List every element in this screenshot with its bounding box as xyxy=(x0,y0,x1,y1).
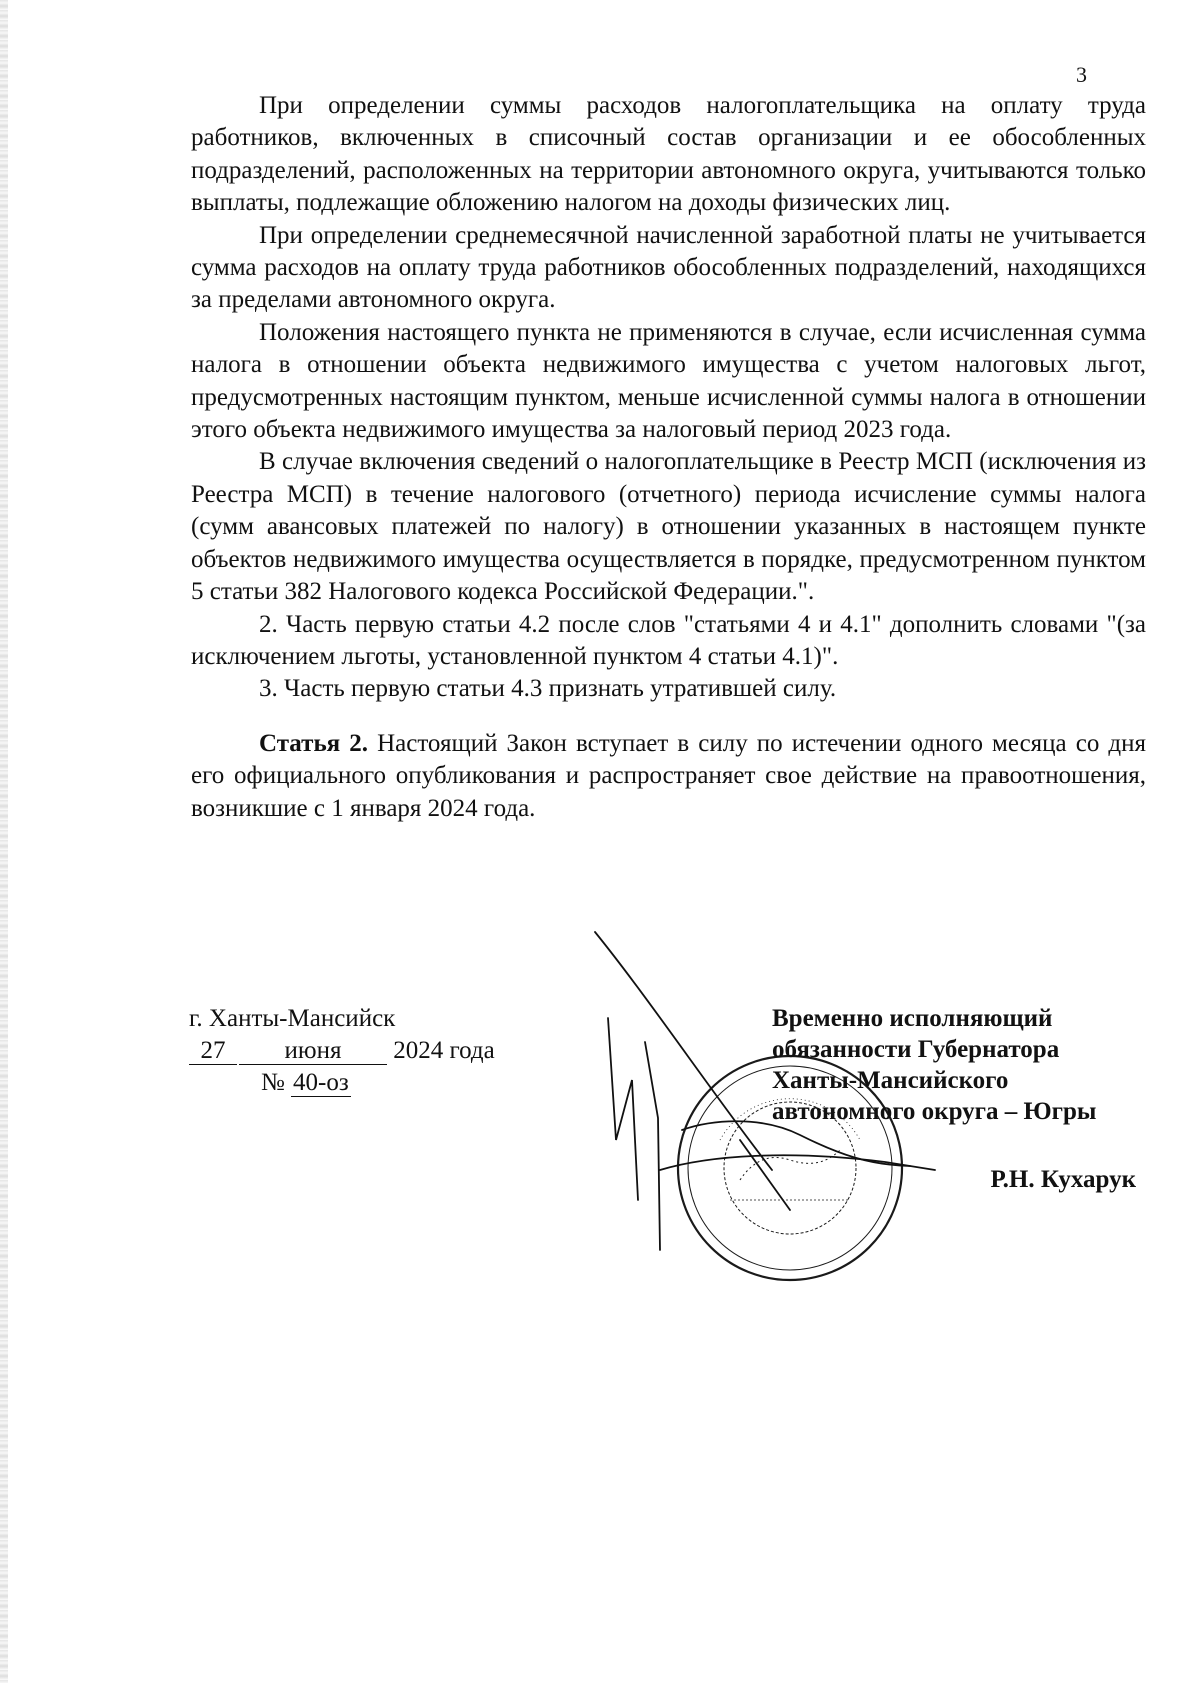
law-number: 40-оз xyxy=(291,1070,351,1097)
date-month: июня xyxy=(239,1038,387,1065)
signer-title-line: Ханты-Мансийского xyxy=(772,1067,1009,1094)
scan-edge-artifact xyxy=(0,0,8,1683)
paragraph: Положения настоящего пункта не применяются в случае, если исчисленная сумма налога в отношении объекта недвижимого имущества с учетом налоговых льгот, предусмотренных настоящим пунктом, меньше исчисленной суммы налога в отношении этого объекта недвижимого имущества за налоговый период 2023 года. xyxy=(191,318,1146,444)
signer-title-line: Временно исполняющий xyxy=(772,1005,1053,1032)
article-2-label: Статья 2. xyxy=(259,729,369,757)
article-2-text: Настоящий Закон вступает в силу по истечении одного месяца со дня его официального опубликования и распространяет свое действие на правоотношения, возникшие с 1 января 2024 года. xyxy=(191,729,1146,822)
paragraph: 2. Часть первую статьи 4.2 после слов "статьями 4 и 4.1" дополнить словами "(за исключением льготы, установленной пунктом 4 статьи 4.1)". xyxy=(191,610,1146,670)
date-line xyxy=(189,1035,495,1067)
signer-title-line: автономного округа – Югры xyxy=(772,1098,1097,1125)
paragraph: При определении суммы расходов налогоплательщика на оплату труда работников, включенных в списочный состав организации и ее обособленных подразделений, расположенных на территории автономного округа, учитываются только выплаты, подлежащие обложению налогом на доходы физических лиц. xyxy=(191,92,1146,217)
paragraph: При определении среднемесячной начисленной заработной платы не учитывается сумма расходов на оплату труда работников обособленных подразделений, находящихся за пределами автономного округа. xyxy=(191,221,1146,314)
law-number-label: № xyxy=(261,1069,285,1096)
signer-name: Р.Н. Кухарук xyxy=(990,1166,1136,1193)
paragraph: В случае включения сведений о налогоплательщике в Реестр МСП (исключения из Реестра МСП) в течение налогового (отчетного) периода исчисление суммы налога (сумм авансовых платежей по налогу) в отношении указанных в настоящем пункте объектов недвижимого имущества осуществляется в порядке, предусмотренном пунктом 5 статьи 382 Налогового кодекса Российской Федерации.". xyxy=(191,448,1146,606)
signer-title xyxy=(772,1003,1096,1127)
article-2-paragraph xyxy=(191,728,1146,825)
law-number-line xyxy=(189,1067,495,1099)
signer-title-line: обязанности Губернатора xyxy=(772,1036,1060,1063)
page-number: 3 xyxy=(1076,62,1087,87)
paragraph: 3. Часть первую статьи 4.3 признать утратившей силу. xyxy=(259,675,837,703)
date-day: 27 xyxy=(189,1038,237,1065)
place-date-block xyxy=(189,1003,495,1099)
date-year: 2024 года xyxy=(393,1037,495,1064)
document-body xyxy=(191,90,1146,825)
place-line: г. Ханты-Мансийск xyxy=(189,1005,396,1032)
